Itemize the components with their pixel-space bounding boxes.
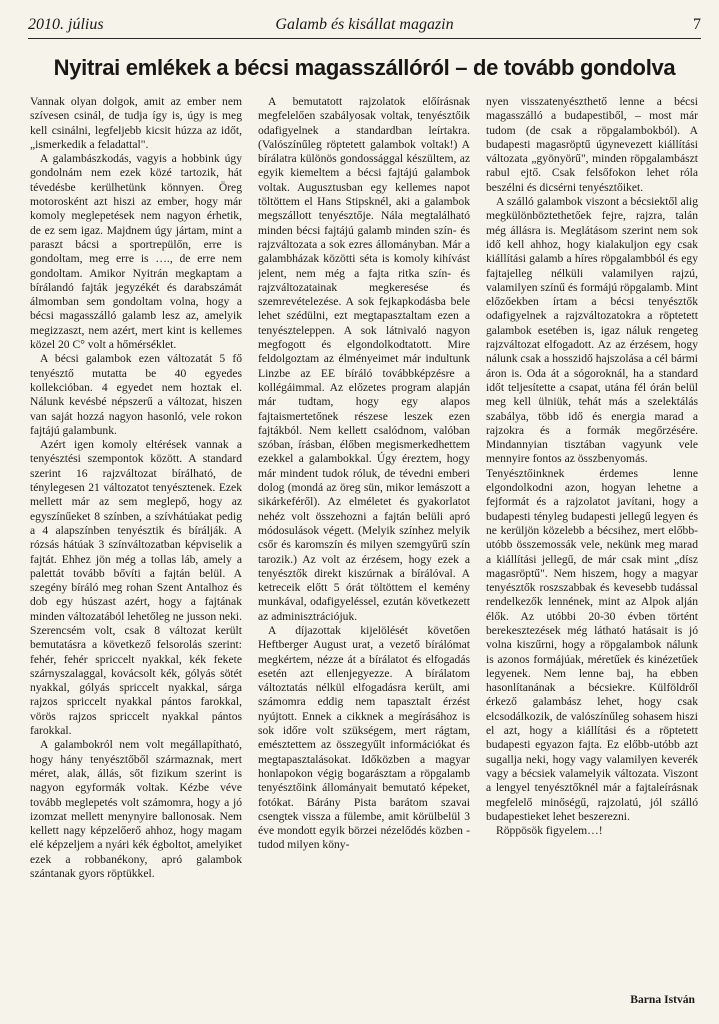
page-number: 7 — [693, 16, 701, 33]
paragraph: A galambászkodás, vagyis a hobbink úgy gondolnám nem ezek közé tartozik, hát tévedésbe kerülhetünk könnyen. Öreg motorosként azt hiszi az ember, hogy már komoly meglepetések nem nagyon érhetik, de ez sem igaz. Majdnem úgy jártam, mint a paraszt bácsi a sportrepülőn, erre is gondoltam, meg erre is …., de erre nem gondoltam. Amikor Nyitrán megkaptam a bírálandó fajták jegyzékét és darabszámát álmomban sem gondoltam volna, hogy a bécsi magasszálló galamb lesz az, amelyik megizzaszt, nem azért, mert kint is kellemes közel 20 C° volt a hőmérséklet. — [30, 152, 242, 352]
paragraph: A díjazottak kijelölését követően Heftberger August urat, a vezető bírálómat megkértem, nézze át a bírálatot és elfogadás esetén azt ellenjegyezze. A bírálatom változtatás nélkül elfogadásra került, ami számomra eddig nem tapasztalt érzést nyújtott. Ennek a cikknek a megírásához is sok időre volt szükségem, mert rágtam, emésztettem az összegyűlt információkat és megtapasztalásokat. Időközben a magyar honlapokon végig bogarásztam a röpgalamb tenyésztőink állományait bemutató képeket, fotókat. Bárány Pista barátom szavai csengtek vissza a fülembe, amit körülbelül 3 éve mondott egyik börzei nézelődés közben - tudod milyen köny- — [258, 623, 470, 852]
paragraph: A bemutatott rajzolatok előírásnak megfelelően szabályosak voltak, tenyésztőik odafigyelnek a standardban leírtakra. (Valószínűleg röptetett galambok voltak!) A bírálatra különös gondossággal készültem, az egyik kiemeltem a bécsi fajtájú galambok voltak. Augusztusban egy kellemes napot töltöttem el Hans Stipsknél, aki a galambok megszállott tenyésztője. Nála megtalálható minden bécsi fajtájú galamb minden szín- és rajzváltozata a sok ezres állományban. Már a galambházak közötti séta is komoly kihívást jelent, nem még a fajta ritka szín- és rajzváltozatainak megkeresése és szemrevételezése. A sok fejkapkodásba bele lehet szédülni, ezt megtapasztaltam ezen a tenyészteleppen. A sok látnivaló nagyon megfogott és elgondolkodtatott. Mire feldolgoztam az élményeimet már indultunk Linzbe az EE bíráló továbbképzésre a kollégáimmal. Az előzetes program alapján már tudtam, hogy egy alapos fajtaismertetőnek részese leszek ezen fajtákból. Nem kellett csalódnom, valóban szóban, írásban, élőben megismerkedhettem ezekkel a galambokkal. Úgy éreztem, hogy már mindent tudok róluk, de tévedni emberi dolog (mondá az öreg sün, mikor lemászott a sikárkeféről). Az elméletet és gyakorlatot nehéz volt összehozni a fajtán belüli apró módosulások végett. (Melyik színhez melyik csőr és karomszín és milyen szemgyűrű szín tarozik.) Az volt az érzésem, hogy ezek a tenyésztők direkt kiszúrnak a bírálóval. A ketreceik előtt 5 órát töltöttem el kemény munkával, odafigyeléssel, ezután következett az adminisztrációjuk. — [258, 95, 470, 623]
article-body — [30, 95, 698, 1010]
paragraph: Vannak olyan dolgok, amit az ember nem szívesen csinál, de tudja így is, úgy is meg kell csinálni, legfeljebb kicsit húzza az időt, „ismerkedik a feladattal". — [30, 95, 242, 151]
paragraph: Röppösök figyelem…! — [496, 824, 603, 838]
paragraph: nyen visszatenyészthető lenne a bécsi magasszálló a budapestiből, – most már tudom (de csak a röpgalambokból). A budapesti magasröptű úgynevezett kiállítási változata „gyönyörű", minden röpgalambászt rabul ejtő. Csak felsőfokon lehet róla beszélni és dicsérni tenyésztőiket. — [486, 95, 698, 194]
text-column-1 — [30, 95, 242, 1010]
paragraph: A szálló galambok viszont a bécsiektől alig megkülönböztethetőek fejre, rajzra, talán még állásra is. Meglátásom szerint nem sok idő kell ahhoz, hogy kialakuljon egy csak kiállítási galamb a híres röpgalambból és egy fajtajelleg nélküli valamilyen rajzú, valamilyen színű és formájú röpgalamb. Mint előzőekben írtam a bécsi tenyésztők odafigyelnek a rajzváltozatokra a röptetett galambok esetében is, igaz náluk rengeteg rajzváltozat elfogadott. Az az érzésem, hogy nálunk csak a hosszidő hajszolása a cél bármi áron is. Oda át a sógoroknál, ha a standard időt teljesítette a csapat, utána fél órán belül meg kell ülniük, tehát más a szelektálás szabálya, több idő és energia marad a rajzokra és a formák megőrzésére. Mindannyian tisztában vagyunk vele mennyire fontos az összbenyomás. — [486, 195, 698, 466]
author-signature: Barna István — [630, 993, 695, 1006]
article-title: Nyitrai emlékek a bécsi magasszállóról – de tovább gondolva — [53, 55, 676, 80]
text-column-2 — [258, 95, 470, 1010]
issue-date: 2010. július — [28, 16, 104, 33]
paragraph: A bécsi galambok ezen változatát 5 fő tenyésztő mutatta be 40 egyedes kollekcióban. 4 egyedet nem hoztak el. Nálunk kevésbé népszerű a változat, hiszen van saját hozzá nagyon hasonló, vele rokon fajtájú galambunk. — [30, 352, 242, 437]
running-header — [28, 12, 701, 39]
paragraph: Tenyésztőinknek érdemes lenne elgondolkodni azon, hogyan lehetne a fejformát és a rajzolatot javítani, hogy a budapesti tényleg budapesti jellegű legyen és ne kerüljön közelebb a bécsihez, mert előbb-utóbb összemossák vele, nekünk meg marad a kiállítási jellegű, de már csak mint „dísz magasröptű". Nem hiszem, hogy a magyar tenyésztők roszszabbak és kevesebb tudással rendelkezők lennének, mint az Alpok alján élők. Az utóbbi 20-30 évben történt berekesztezések még látható hatásait is jó volna kiszűrni, hogy a röpgalambok nálunk is azonos formájúak, méretűek és kinézetűek legyenek. Nem lenne baj, ha ebben hasonlítanának a bécsiekre. Külföldről érkező galambász lehet, hogy csak elcsodálkozik, de valószínűleg sohasem hiszi el azt, hogy a kiállítási és a röptetett budapesti egyazon fajta. Ez előbb-utóbb azt sugallja neki, hogy vagy valamilyen keverék vagy a bécsiek valamelyik változata. Viszont a lengyel tenyésztőknél már a fajtaleírásnak megfelelő minőségű, rajzolatú, jól szálló budapestieket lehet beszerezni. — [486, 466, 698, 823]
magazine-name: Galamb és kisállat magazin — [275, 16, 454, 33]
text-column-3 — [486, 95, 698, 1010]
paragraph: Azért igen komoly eltérések vannak a tenyésztési szempontok között. A standard szerint 16 rajzváltozat bírálható, de ténylegesen 21 változatot tenyésztenek. Ezek mellett már az sem meglepő, hogy az egyszínűeket 8 színben, a szívhátúakat pedig a 4 alapszínben tenyésztik és bírálják. A rózsás hátúak 3 színváltozatban képviselik a fajtát. Ehhez jön még a tollas láb, amely a palettát tovább bővíti a fajtán belül. A szegény bíráló meg rohan Szent Antalhoz és dob egy húszast azért, hogy a fajtának minden változatából lehetőleg ne jusson neki. Szerencsém volt, csak 8 változat került bemutatásra a következő felsorolás szerint: fehér, fehér spriccelt nyakkal, kék fekete szárnyszalaggal, kovácsolt kék, gólyás sötét nyakkal, gólyás spriccelt nyakkal, sárga rajzos spriccelt nyakkal pántos farokkal, vörös rajzos spriccelt nyakkal pántos farokkal. — [30, 438, 242, 738]
paragraph: A galambokról nem volt megállapítható, hogy hány tenyésztőből származnak, mert méret, alak, állás, sőt fizikum szerint is nagyon egyformák voltak. Kézbe véve tovább meglepetés volt számomra, hogy a jó izomzat mellett menynyire ballonosak. Nem kellett nagy képzelőerő ahhoz, hogy magam elé képzeljem a nyári kék égboltot, amelyiket ezek a robbanékony, apró galambok szántanak gyors röptükkel. — [30, 738, 242, 881]
